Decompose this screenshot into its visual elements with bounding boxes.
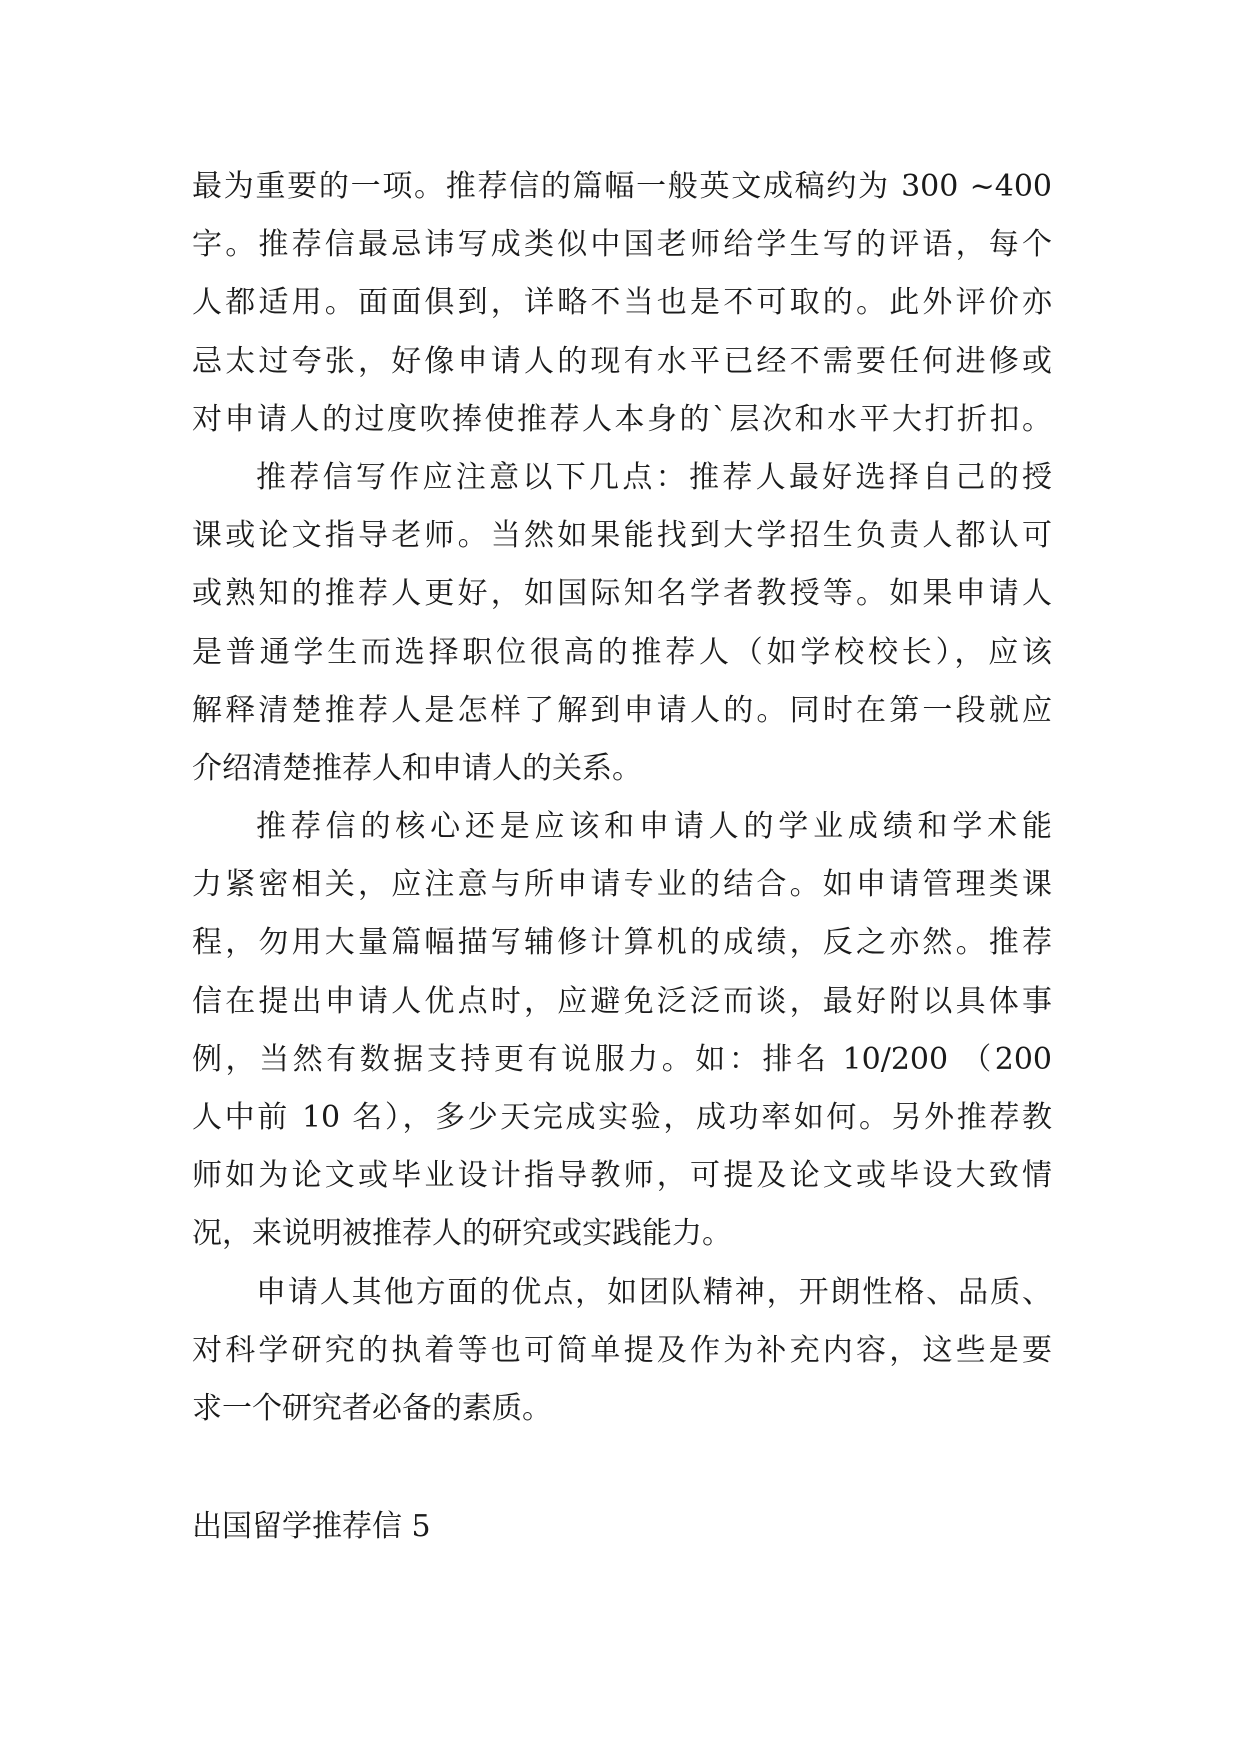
text-line: 信在提出申请人优点时，应避免泛泛而谈，最好附以具体事 (192, 983, 1052, 1019)
text-line: 例，当然有数据支持更有说服力。如：排名 10/200 （200 (192, 1041, 1052, 1077)
text-line: 师如为论文或毕业设计指导教师，可提及论文或毕设大致情 (192, 1158, 1052, 1194)
document-body (192, 158, 1052, 1438)
text-line: 是普通学生而选择职位很高的推荐人（如学校校长），应该 (192, 634, 1052, 670)
text-line: 程，勿用大量篇幅描写辅修计算机的成绩，反之亦然。推荐 (192, 925, 1052, 961)
text-line: 最为重要的一项。推荐信的篇幅一般英文成稿约为 300 ~400 (192, 169, 1052, 204)
text-line: 求一个研究者必备的素质。 (192, 1390, 552, 1426)
text-line: 况，来说明被推荐人的研究或实践能力。 (192, 1216, 732, 1252)
paragraph (192, 798, 1052, 1264)
text-line: 申请人其他方面的优点，如团队精神，开朗性格、品质、 (256, 1274, 1052, 1310)
text-line: 或熟知的推荐人更好，如国际知名学者教授等。如果申请人 (192, 576, 1052, 612)
text-line: 课或论文指导老师。当然如果能找到大学招生负责人都认可 (192, 518, 1052, 554)
section-heading: 出国留学推荐信 5 (192, 1509, 431, 1544)
text-line: 人中前 10 名），多少天完成实验，成功率如何。另外推荐教 (192, 1100, 1052, 1135)
text-line: 对科学研究的执着等也可简单提及作为补充内容，这些是要 (192, 1332, 1052, 1368)
text-line: 对申请人的过度吹捧使推荐人本身的`层次和水平大打折扣。 (192, 401, 1052, 437)
text-line: 推荐信的核心还是应该和申请人的学业成绩和学术能 (256, 809, 1052, 845)
text-line: 人都适用。面面俱到，详略不当也是不可取的。此外评价亦 (192, 285, 1052, 321)
paragraph (192, 449, 1052, 798)
text-line: 推荐信写作应注意以下几点：推荐人最好选择自己的授 (256, 459, 1052, 495)
text-line: 介绍清楚推荐人和申请人的关系。 (192, 750, 642, 786)
paragraph (192, 158, 1052, 449)
text-line: 力紧密相关，应注意与所申请专业的结合。如申请管理类课 (192, 867, 1052, 903)
text-line: 字。推荐信最忌讳写成类似中国老师给学生写的评语，每个 (192, 227, 1052, 263)
text-line: 忌太过夸张，好像申请人的现有水平已经不需要任何进修或 (192, 343, 1052, 379)
paragraph (192, 1264, 1052, 1439)
text-line: 解释清楚推荐人是怎样了解到申请人的。同时在第一段就应 (192, 692, 1052, 728)
